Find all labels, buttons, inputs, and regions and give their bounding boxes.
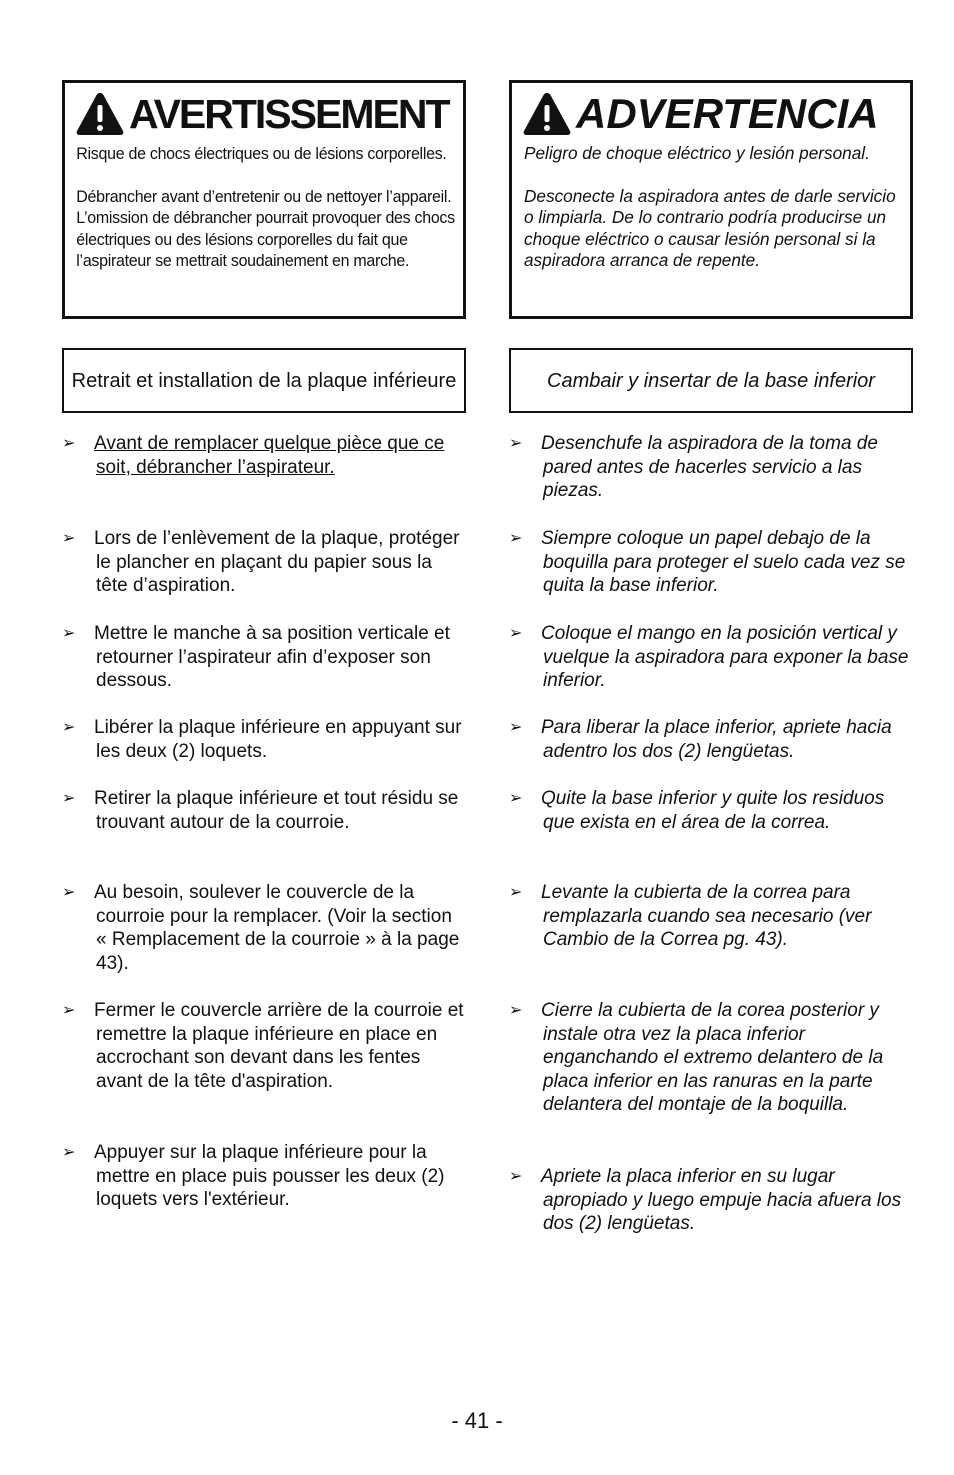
warning-paragraph: Risque de chocs électriques ou de lésions corporelles. [76,144,447,163]
warning-paragraph: Débrancher avant d’entretenir ou de nettoyer l’appareil. L’omission de débrancher pourrait provoquer des chocs électriques ou des lésions corporelles du fait que l’aspirateur se mettrait soudainement en marche. [76,186,455,270]
warning-paragraph: Peligro de choque eléctrico y lesión personal. [524,143,870,163]
step-text: Para liberar la place inferior, apriete hacia adentro los dos (2) lengüetas. [541,717,892,762]
bullet-arrow-icon: ➢ [509,625,523,642]
step-text: Avant de remplacer quelque pièce que ce soit, débrancher l’aspirateur. [94,433,445,478]
step-text: Desenchufe la aspiradora de la toma de pared antes de hacerles servicio a las piezas. [541,433,878,501]
bullet-arrow-icon: ➢ [509,530,523,547]
step-text: Appuyer sur la plaque inférieure pour la mettre en place puis pousser les deux (2) loquets vers l'extérieur. [94,1142,445,1210]
warning-text [512,143,910,272]
list-item [509,432,913,503]
list-item [509,999,913,1117]
bullet-arrow-icon: ➢ [509,790,523,807]
list-item [62,527,466,598]
warning-text [65,143,482,272]
step-text: Libérer la plaque inférieure en appuyant sur les deux (2) loquets. [94,717,462,762]
step-text: Retirer la plaque inférieure et tout résidu se trouvant autour de la courroie. [94,788,459,833]
step-text: Mettre le manche à sa position verticale et retourner l’aspirateur afin d’exposer son dessous. [94,623,450,691]
page-number: - 41 - [451,1408,503,1433]
bullet-arrow-icon: ➢ [509,1002,523,1019]
list-item [62,1141,466,1212]
warning-box-spanish [509,80,913,319]
list-item [509,1165,913,1236]
warning-triangle-icon [522,91,572,137]
list-item [509,527,913,598]
bullet-arrow-icon: ➢ [62,530,76,547]
section-title-french: Retrait et installation de la plaque inférieure [62,348,466,413]
section-title-spanish: Cambair y insertar de la base inferior [509,348,913,413]
list-item [62,999,466,1093]
bullet-arrow-icon: ➢ [62,1144,76,1161]
list-item [509,622,913,693]
warning-box-french [62,80,466,319]
step-text: Cierre la cubierta de la corea posterior y instale otra vez la placa inferior enganchando el extremo delantero de la placa inferior en las ranuras en la parte delantera del montaje de la boquilla. [541,1000,884,1115]
step-text: Levante la cubierta de la correa para remplazarla cuando sea necesario (ver Cambio de la Correa pg. 43). [541,882,872,950]
list-item [509,716,913,763]
warning-header [512,85,910,143]
bullet-arrow-icon: ➢ [62,790,76,807]
bullet-arrow-icon: ➢ [62,435,76,452]
list-item [62,716,466,763]
warning-paragraph: Desconecte la aspiradora antes de darle servicio o limpiarla. De lo contrario podría producirse un choque eléctrico o causar lesión personal si la aspiradora arranca de repente. [524,185,896,270]
list-item [509,787,913,834]
bullet-arrow-icon: ➢ [62,1002,76,1019]
bullet-arrow-icon: ➢ [509,435,523,452]
step-text: Siempre coloque un papel debajo de la boquilla para proteger el suelo cada vez se quita la base inferior. [541,528,906,596]
list-item [509,881,913,952]
list-item [62,787,466,834]
bullet-arrow-icon: ➢ [62,884,76,901]
list-item [62,881,466,975]
step-text: Coloque el mango en la posición vertical y vuelque la aspiradora para exponer la base inferior. [541,623,909,691]
step-text: Fermer le couvercle arrière de la courroie et remettre la plaque inférieure en place en accrochant son devant dans les fentes avant de la tête d'aspiration. [94,1000,464,1092]
step-text: Apriete la placa inferior en su lugar apropiado y luego empuje hacia afuera los dos (2) lengüetas. [541,1166,902,1234]
bullet-arrow-icon: ➢ [509,719,523,736]
list-item [62,622,466,693]
warning-title: AVERTISSEMENT [129,90,449,137]
bullet-arrow-icon: ➢ [62,719,76,736]
warning-title: ADVERTENCIA [576,90,879,137]
warning-header [65,85,463,143]
bullet-arrow-icon: ➢ [509,1168,523,1185]
step-text: Au besoin, soulever le couvercle de la courroie pour la remplacer. (Voir la section « Remplacement de la courroie » à la page 43). [94,882,460,974]
bullet-arrow-icon: ➢ [62,625,76,642]
list-item [62,432,466,479]
step-text: Quite la base inferior y quite los residuos que exista en el área de la correa. [541,788,885,833]
bullet-arrow-icon: ➢ [509,884,523,901]
warning-triangle-icon [75,91,125,137]
step-text: Lors de l’enlèvement de la plaque, protéger le plancher en plaçant du papier sous la tête d’aspiration. [94,528,460,596]
